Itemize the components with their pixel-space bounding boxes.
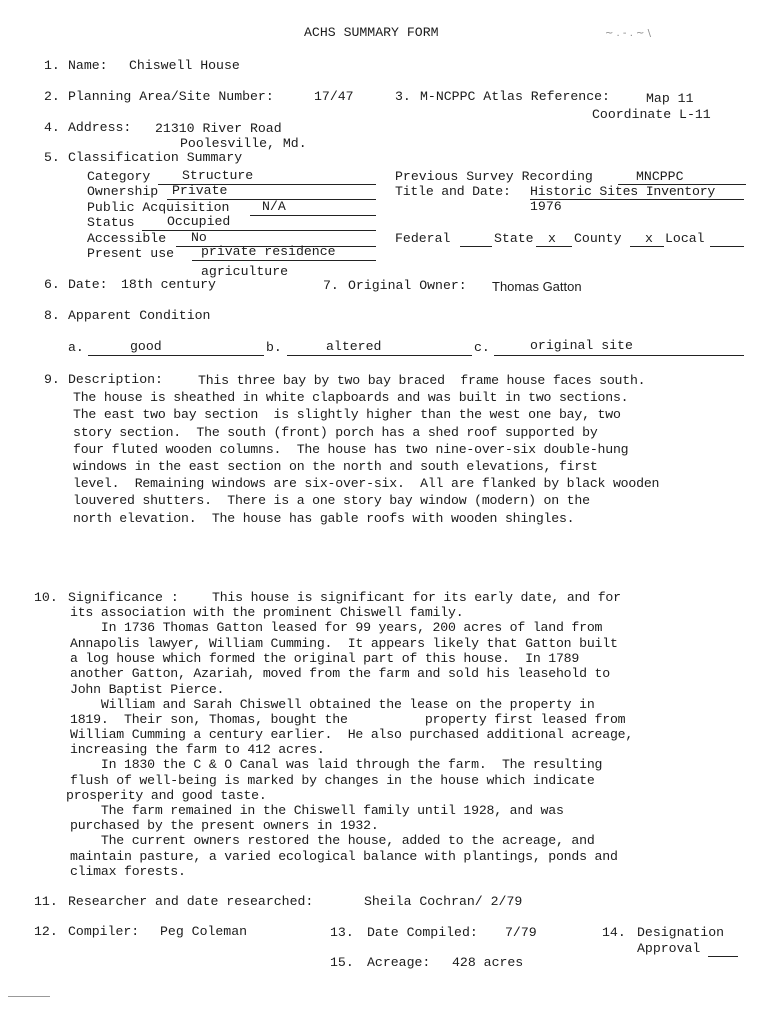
address-label: Address:	[68, 120, 132, 135]
title-date-value: Historic Sites Inventory	[530, 184, 716, 199]
designation-label: Designation	[637, 925, 725, 940]
significance-line-14: prosperity and good taste.	[66, 788, 267, 803]
local-line	[710, 246, 744, 247]
present-use-value-1: private residence	[201, 244, 336, 259]
description-line-7: level. Remaining windows are six-over-six. All are flanked by black wooden	[73, 476, 660, 491]
condition-a-label: a.	[68, 340, 84, 355]
faint-stamp-mark: ~ . - . ~ \	[605, 28, 651, 39]
status-label: Status	[87, 215, 135, 230]
significance-line-19: climax forests.	[70, 864, 186, 879]
significance-line-7: John Baptist Pierce.	[70, 682, 225, 697]
state-mark: x	[548, 231, 556, 246]
description-line-9: north elevation. The house has gable roofs with wooden shingles.	[73, 511, 575, 526]
condition-a-value: good	[130, 339, 162, 354]
status-underline	[142, 230, 376, 231]
condition-c-value: original site	[530, 338, 633, 353]
date-compiled-value: 7/79	[505, 925, 537, 940]
significance-line-3: In 1736 Thomas Gatton leased for 99 years, 200 acres of land from	[70, 620, 603, 635]
status-value: Occupied	[167, 214, 231, 229]
condition-b-line	[287, 355, 472, 356]
address-line-1: 21310 River Road	[155, 121, 282, 136]
ownership-value: Private	[172, 183, 228, 198]
significance-line-4: Annapolis lawyer, William Cumming. It appears likely that Gatton built	[70, 636, 618, 651]
previous-survey-label: Previous Survey Recording	[395, 169, 593, 184]
item-15-number: 15.	[330, 955, 354, 970]
item-13-number: 13.	[330, 925, 354, 940]
item-1-number: 1.	[44, 58, 60, 73]
significance-line-2: its association with the prominent Chiswell family.	[70, 605, 464, 620]
county-line	[630, 246, 664, 247]
original-owner-label: Original Owner:	[348, 278, 467, 293]
present-use-underline	[192, 260, 376, 261]
description-line-6: windows in the east section on the north and south elevations, first	[73, 459, 598, 474]
item-10-number: 10.	[34, 590, 58, 605]
original-owner-value: Thomas Gatton	[492, 279, 582, 294]
description-line-2: The house is sheathed in white clapboards and was built in two sections.	[73, 390, 629, 405]
item-4-number: 4.	[44, 120, 60, 135]
address-line-2: Poolesville, Md.	[180, 136, 307, 151]
public-acquisition-value: N/A	[262, 199, 286, 214]
description-line-4: story section. The south (front) porch has a shed roof supported by	[73, 425, 598, 440]
significance-line-1: This house is significant for its early date, and for	[212, 590, 621, 605]
item-3-number: 3.	[395, 89, 411, 104]
federal-label: Federal	[395, 231, 451, 246]
description-line-1: This three bay by two bay braced frame house faces south.	[198, 373, 646, 388]
approval-label: Approval	[637, 941, 701, 956]
researcher-label: Researcher and date researched:	[68, 894, 314, 909]
acreage-value: 428 acres	[452, 955, 524, 970]
atlas-coordinate: Coordinate L-11	[592, 107, 711, 122]
date-value: 18th century	[121, 277, 216, 292]
state-label: State	[494, 231, 534, 246]
present-use-label: Present use	[87, 246, 175, 261]
item-11-number: 11.	[34, 894, 58, 909]
name-value: Chiswell House	[129, 58, 240, 73]
form-title: ACHS SUMMARY FORM	[304, 25, 439, 40]
condition-label: Apparent Condition	[68, 308, 211, 323]
planning-area-value: 17/47	[314, 89, 354, 104]
title-date-year: 1976	[530, 199, 562, 214]
previous-survey-value: MNCPPC	[636, 169, 684, 184]
item-2-number: 2.	[44, 89, 60, 104]
significance-line-6: another Gatton, Azariah, moved from the farm and sold his leasehold to	[70, 666, 610, 681]
significance-line-13: flush of well-being is marked by changes in the house which indicate	[70, 773, 595, 788]
item-6-number: 6.	[44, 277, 60, 292]
classification-label: Classification Summary	[68, 150, 243, 165]
public-acquisition-label: Public Acquisition	[87, 200, 230, 215]
condition-c-label: c.	[474, 340, 490, 355]
significance-line-16: purchased by the present owners in 1932.	[70, 818, 379, 833]
significance-line-5: a log house which formed the original part of this house. In 1789	[70, 651, 580, 666]
significance-line-9: 1819. Their son, Thomas, bought the property first leased from	[70, 712, 626, 727]
condition-b-label: b.	[266, 340, 282, 355]
accessible-value: No	[191, 230, 207, 245]
date-label: Date:	[68, 277, 108, 292]
significance-line-8: William and Sarah Chiswell obtained the lease on the property in	[70, 697, 595, 712]
compiler-value: Peg Coleman	[160, 924, 248, 939]
state-line	[536, 246, 572, 247]
item-12-number: 12.	[34, 924, 58, 939]
significance-line-17: The current owners restored the house, added to the acreage, and	[70, 833, 595, 848]
federal-line	[460, 246, 492, 247]
atlas-reference-label: M-NCPPC Atlas Reference:	[420, 89, 610, 104]
accessible-label: Accessible	[87, 231, 167, 246]
significance-line-15: The farm remained in the Chiswell family until 1928, and was	[70, 803, 564, 818]
description-line-8: louvered shutters. There is a one story bay window (modern) on the	[73, 493, 590, 508]
local-label: Local	[665, 231, 705, 246]
description-label: Description:	[68, 372, 163, 387]
county-label: County	[574, 231, 622, 246]
name-label: Name:	[68, 58, 108, 73]
description-line-5: four fluted wooden columns. The house has two nine-over-six double-hung	[73, 442, 629, 457]
significance-line-10: William Cumming a century earlier. He also purchased additional acreage,	[70, 727, 634, 742]
county-mark: x	[645, 231, 653, 246]
acreage-label: Acreage:	[367, 955, 431, 970]
item-5-number: 5.	[44, 150, 60, 165]
category-value: Structure	[182, 168, 254, 183]
title-date-label: Title and Date:	[395, 184, 511, 199]
item-8-number: 8.	[44, 308, 60, 323]
planning-area-label: Planning Area/Site Number:	[68, 89, 274, 104]
condition-a-line	[88, 355, 264, 356]
description-line-3: The east two bay section is slightly higher than the west one bay, two	[73, 407, 621, 422]
date-compiled-label: Date Compiled:	[367, 925, 478, 940]
item-9-number: 9.	[44, 372, 60, 387]
scan-edge-mark	[8, 996, 50, 997]
researcher-value: Sheila Cochran/ 2/79	[364, 894, 523, 909]
approval-line	[708, 956, 738, 957]
significance-line-12: In 1830 the C & O Canal was laid through the farm. The resulting	[70, 757, 603, 772]
significance-line-11: increasing the farm to 412 acres.	[70, 742, 325, 757]
item-14-number: 14.	[602, 925, 626, 940]
compiler-label: Compiler:	[68, 924, 140, 939]
condition-c-line	[494, 355, 744, 356]
atlas-reference-value: Map 11	[646, 91, 694, 106]
ownership-label: Ownership	[87, 184, 159, 199]
significance-line-18: maintain pasture, a varied ecological balance with plantings, ponds and	[70, 849, 618, 864]
condition-b-value: altered	[326, 339, 382, 354]
title-date-underline	[530, 199, 744, 200]
present-use-value-2: agriculture	[201, 264, 289, 279]
category-label: Category	[87, 169, 151, 184]
public-acquisition-underline	[250, 215, 376, 216]
significance-label: Significance :	[68, 590, 179, 605]
item-7-number: 7.	[323, 278, 339, 293]
